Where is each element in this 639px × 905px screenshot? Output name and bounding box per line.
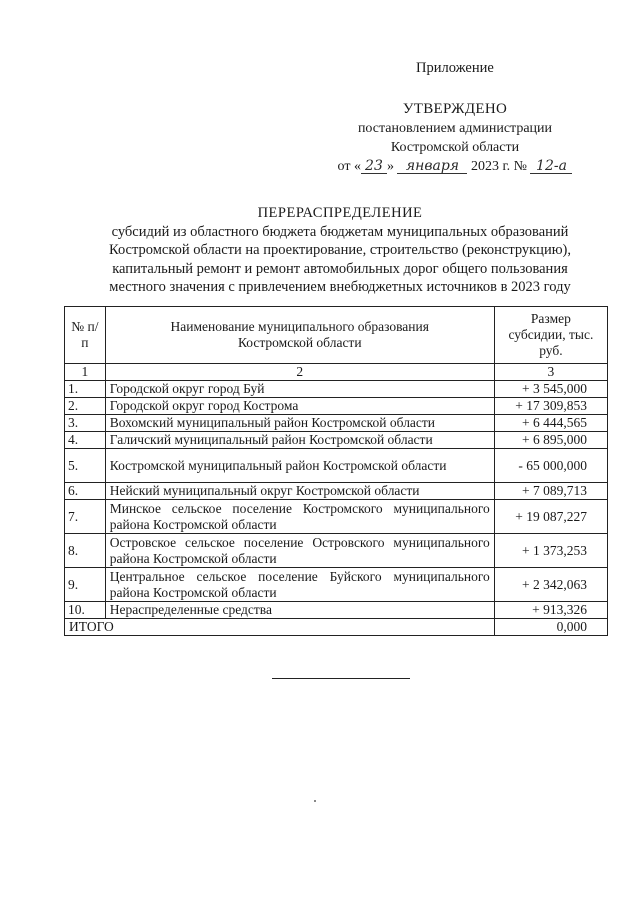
row-number: 8. [65, 534, 106, 568]
table-header-row [65, 307, 608, 364]
row-number: 2. [65, 398, 106, 415]
row-name: Костромской муниципальный район Костромской области [105, 449, 494, 483]
appendix-label: Приложение [416, 60, 494, 76]
title-line: капитальный ремонт и ремонт автомобильных дорог общего пользования [112, 260, 568, 277]
row-sum: + 2 342,063 [494, 568, 607, 602]
row-sum: + 6 444,565 [494, 415, 607, 432]
table-total-row [65, 619, 608, 636]
approval-date [300, 157, 610, 176]
date-prefix: от « [337, 159, 361, 174]
date-mid: » [386, 159, 394, 174]
region-label: Костромской области [390, 140, 520, 155]
date-year: 2023 г. № [470, 159, 527, 174]
row-number: 6. [65, 483, 106, 500]
row-name: Нейский муниципальный округ Костромской области [105, 483, 494, 500]
row-number: 3. [65, 415, 106, 432]
table-row [65, 602, 608, 619]
header-no: № п/п [65, 307, 106, 364]
row-number: 10. [65, 602, 106, 619]
table-row [65, 500, 608, 534]
document-title [70, 204, 610, 297]
table-row [65, 415, 608, 432]
row-sum: + 913,326 [494, 602, 607, 619]
closing-divider [272, 678, 410, 679]
row-name: Минское сельское поселение Костромского муниципального района Костромской области [105, 500, 494, 534]
header-name: Наименование муниципального образования Костромской области [105, 307, 494, 364]
row-name: Вохомский муниципальный район Костромской области [105, 415, 494, 432]
row-name: Нераспределенные средства [105, 602, 494, 619]
row-sum: - 65 000,000 [494, 449, 607, 483]
row-number: 7. [65, 500, 106, 534]
table-row [65, 381, 608, 398]
row-name: Городской округ город Буй [105, 381, 494, 398]
column-index-row [65, 364, 608, 381]
table-row [65, 534, 608, 568]
row-number: 1. [65, 381, 106, 398]
subsidy-table [64, 306, 608, 636]
date-month: января [397, 159, 467, 174]
table-row [65, 483, 608, 500]
row-sum: + 6 895,000 [494, 432, 607, 449]
title-heading: ПЕРЕРАСПРЕДЕЛЕНИЕ [257, 205, 423, 221]
row-sum: + 7 089,713 [494, 483, 607, 500]
row-sum: + 19 087,227 [494, 500, 607, 534]
title-line: Костромской области на проектирование, строительство (реконструкцию), [109, 242, 571, 258]
column-index: 1 [65, 364, 106, 381]
approved-label: УТВЕРЖДЕНО [402, 101, 508, 117]
total-label: ИТОГО [65, 619, 495, 636]
row-name: Островское сельское поселение Островского муниципального района Костромской области [105, 534, 494, 568]
row-number: 4. [65, 432, 106, 449]
row-sum: + 17 309,853 [494, 398, 607, 415]
total-value: 0,000 [494, 619, 607, 636]
row-name: Городской округ город Кострома [105, 398, 494, 415]
row-name: Центральное сельское поселение Буйского муниципального района Костромской области [105, 568, 494, 602]
table-row [65, 398, 608, 415]
date-day: 23 [361, 159, 387, 174]
title-line: местного значения с привлечением внебюджетных источников в 2023 году [109, 279, 571, 295]
header-sum: Размер субсидии, тыс. руб. [494, 307, 607, 364]
table-row [65, 568, 608, 602]
table-row [65, 449, 608, 483]
row-sum: + 1 373,253 [494, 534, 607, 568]
scan-speck [314, 800, 316, 802]
row-name: Галичский муниципальный район Костромской области [105, 432, 494, 449]
row-sum: + 3 545,000 [494, 381, 607, 398]
date-number: 12-а [530, 159, 572, 174]
title-line: субсидий из областного бюджета бюджетам муниципальных образований [111, 223, 569, 240]
table-row [65, 432, 608, 449]
column-index: 2 [105, 364, 494, 381]
approval-block [300, 100, 610, 176]
row-number: 5. [65, 449, 106, 483]
row-number: 9. [65, 568, 106, 602]
resolution-label: постановлением администрации [357, 121, 553, 136]
column-index: 3 [494, 364, 607, 381]
